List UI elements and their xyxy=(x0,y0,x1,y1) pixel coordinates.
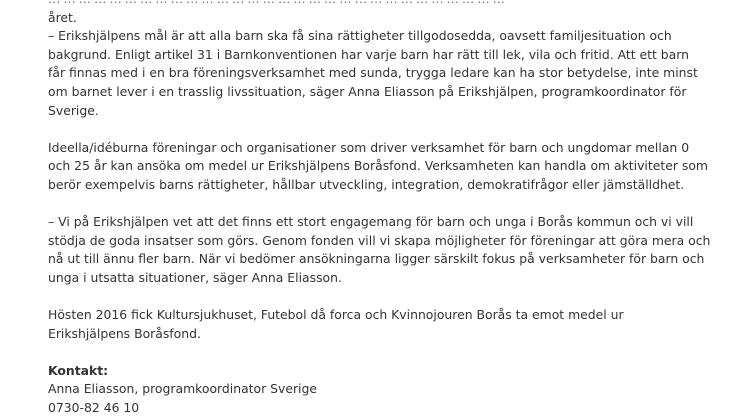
article-body xyxy=(48,0,711,418)
text-line: unga i utsatta situationer, säger Anna Eliasson. xyxy=(48,269,342,285)
text-line: Hösten 2016 fick Kultursjukhuset, Futebol då forca och Kvinnojouren Borås ta emot medel ur xyxy=(48,307,624,323)
text-line: om barnet lever i en trasslig livssituation, säger Anna Eliasson på Erikshjälpen, programkoordinator för xyxy=(48,83,687,99)
paragraph-quote-engagement xyxy=(48,213,711,287)
text-line: nå ut till ännu fler barn. När vi bedömer ansökningarna ligger särskilt fokus på verksamheter för barn och xyxy=(48,251,705,267)
contact-heading: Kontakt: xyxy=(48,362,109,378)
text-line xyxy=(48,0,664,9)
text-line: får finnas med i en bra föreningsverksamhet med sunda, trygga ledare kan ha stor betydelse, inte minst xyxy=(48,65,698,81)
paragraph-eligibility xyxy=(48,139,708,195)
text-line: – Vi på Erikshjälpen vet att det finns ett stort engagemang för barn och unga i Borås kommun och vi vill xyxy=(48,214,694,230)
text-line: Ideella/idéburna föreningar och organisationer som driver verksamhet för barn och ungdomar mellan 0 xyxy=(48,139,690,155)
text-line: Erikshjälpens Boråsfond. xyxy=(48,325,201,341)
text-line: berör exempelvis barns rättigheter, hållbar utveckling, integration, demokratifrågor eller jämställdhet. xyxy=(48,176,685,192)
contact-phone[interactable]: 0730-82 46 10 xyxy=(48,400,140,416)
paragraph-intro-quote xyxy=(48,0,698,120)
text-line: – Erikshjälpens mål är att alla barn ska få sina rättigheter tillgodosedda, oavsett familjesituation och xyxy=(48,28,672,44)
text-line: och 25 år kan ansöka om medel ur Erikshjälpens Boråsfond. Verksamheten kan handla om aktiviteter som xyxy=(48,158,708,174)
paragraph-recipients-2016 xyxy=(48,306,664,343)
text-line: året. xyxy=(48,9,77,25)
contact-block xyxy=(48,362,664,418)
text-line: stödja de goda insatser som görs. Genom fonden vill vi skapa möjligheter för föreningar att göra mera och xyxy=(48,232,711,248)
text-line: bakgrund. Enligt artikel 31 i Barnkonventionen har varje barn har rätt till lek, vila och fritid. Att ett barn xyxy=(48,46,689,62)
text-line: Sverige. xyxy=(48,102,99,118)
contact-name-role: Anna Eliasson, programkoordinator Sverige xyxy=(48,381,317,397)
